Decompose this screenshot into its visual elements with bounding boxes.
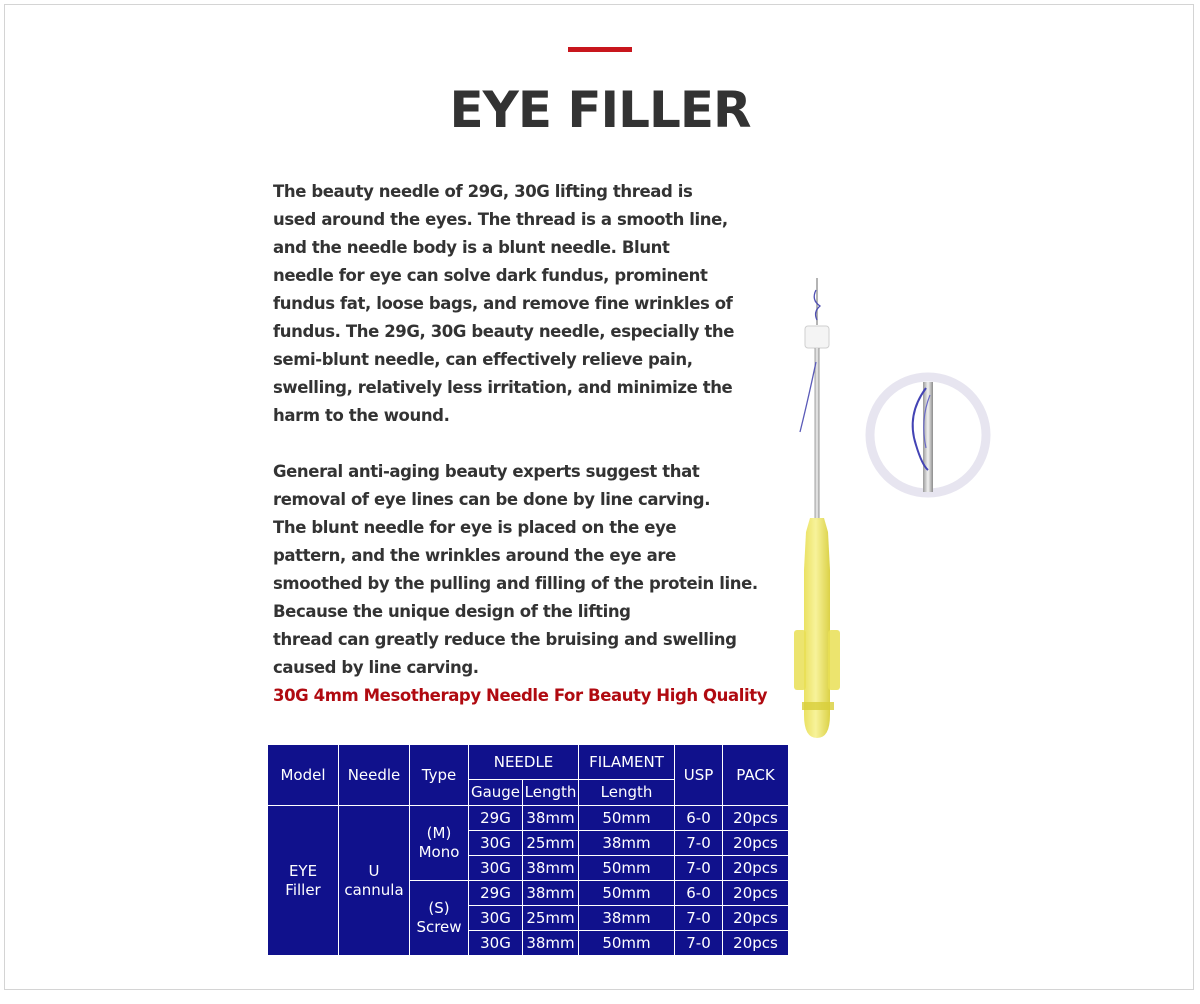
length-cell: 38mm [523, 931, 579, 956]
header-gauge: Gauge [469, 780, 523, 806]
description-line: The beauty needle of 29G, 30G lifting thread is [273, 182, 693, 201]
page-title: EYE FILLER [449, 81, 751, 139]
usp-cell: 7-0 [675, 906, 723, 931]
header-needle: Needle [339, 745, 410, 806]
description-line: fundus. The 29G, 30G beauty needle, especially the [273, 322, 735, 341]
header-model: Model [268, 745, 339, 806]
usp-cell: 7-0 [675, 856, 723, 881]
description-line: used around the eyes. The thread is a smooth line, [273, 210, 728, 229]
description-line: harm to the wound. [273, 406, 450, 425]
description-line: needle for eye can solve dark fundus, prominent [273, 266, 708, 285]
length-cell: 38mm [523, 856, 579, 881]
model-line: EYE [288, 861, 318, 880]
gauge-cell: 29G [469, 881, 523, 906]
type-line: (M) [426, 824, 452, 842]
type-line: Mono [418, 843, 460, 861]
length-cell: 25mm [523, 831, 579, 856]
description-line: fundus fat, loose bags, and remove fine wrinkles of [273, 294, 733, 313]
filament-cell: 38mm [579, 831, 675, 856]
header-usp: USP [675, 745, 723, 806]
header-needle-group: NEEDLE [469, 745, 579, 780]
filament-cell: 38mm [579, 906, 675, 931]
header-filament-group: FILAMENT [579, 745, 675, 780]
header-type: Type [410, 745, 469, 806]
type-screw-cell [410, 881, 469, 956]
type-mono-cell [410, 806, 469, 881]
length-cell: 38mm [523, 881, 579, 906]
description-line: pattern, and the wrinkles around the eye are [273, 546, 676, 565]
pack-cell: 20pcs [723, 906, 789, 931]
usp-cell: 6-0 [675, 881, 723, 906]
gauge-cell: 30G [469, 906, 523, 931]
needle-line: cannula [344, 880, 404, 899]
type-line: Screw [416, 918, 462, 936]
filament-cell: 50mm [579, 856, 675, 881]
product-description [273, 178, 768, 710]
description-line: thread can greatly reduce the bruising and swelling [273, 630, 737, 649]
description-line: caused by line carving. [273, 658, 479, 677]
pack-cell: 20pcs [723, 881, 789, 906]
filament-cell: 50mm [579, 806, 675, 831]
needle-cell [339, 806, 410, 956]
gauge-cell: 30G [469, 831, 523, 856]
type-line: (S) [428, 899, 450, 917]
description-line: removal of eye lines can be done by line carving. [273, 490, 711, 509]
description-line: and the needle body is a blunt needle. Blunt [273, 238, 670, 257]
model-line: Filler [285, 880, 321, 899]
filament-cell: 50mm [579, 881, 675, 906]
needle-line: U [368, 861, 380, 880]
description-line: semi-blunt needle, can effectively relieve pain, [273, 350, 693, 369]
title-accent-bar [568, 47, 632, 52]
gauge-cell: 29G [469, 806, 523, 831]
header-needle-length: Length [523, 780, 579, 806]
description-line: smoothed by the pulling and filling of the protein line. [273, 574, 758, 593]
spec-table [267, 744, 789, 956]
model-cell [268, 806, 339, 956]
header-pack: PACK [723, 745, 789, 806]
gauge-cell: 30G [469, 931, 523, 956]
description-line: The blunt needle for eye is placed on the eye [273, 518, 677, 537]
pack-cell: 20pcs [723, 806, 789, 831]
usp-cell: 6-0 [675, 806, 723, 831]
usp-cell: 7-0 [675, 831, 723, 856]
length-cell: 38mm [523, 806, 579, 831]
header-filament-length: Length [579, 780, 675, 806]
description-line: Because the unique design of the lifting [273, 602, 631, 621]
description-line: swelling, relatively less irritation, and minimize the [273, 378, 733, 397]
product-link[interactable]: 30G 4mm Mesotherapy Needle For Beauty High Quality [273, 686, 768, 705]
paragraph-gap [273, 430, 753, 458]
description-line: General anti-aging beauty experts suggest that [273, 462, 700, 481]
usp-cell: 7-0 [675, 931, 723, 956]
gauge-cell: 30G [469, 856, 523, 881]
table-row [268, 806, 789, 831]
needle-cannula-icon [780, 270, 1010, 740]
filament-cell: 50mm [579, 931, 675, 956]
pack-cell: 20pcs [723, 931, 789, 956]
pack-cell: 20pcs [723, 831, 789, 856]
pack-cell: 20pcs [723, 856, 789, 881]
length-cell: 25mm [523, 906, 579, 931]
